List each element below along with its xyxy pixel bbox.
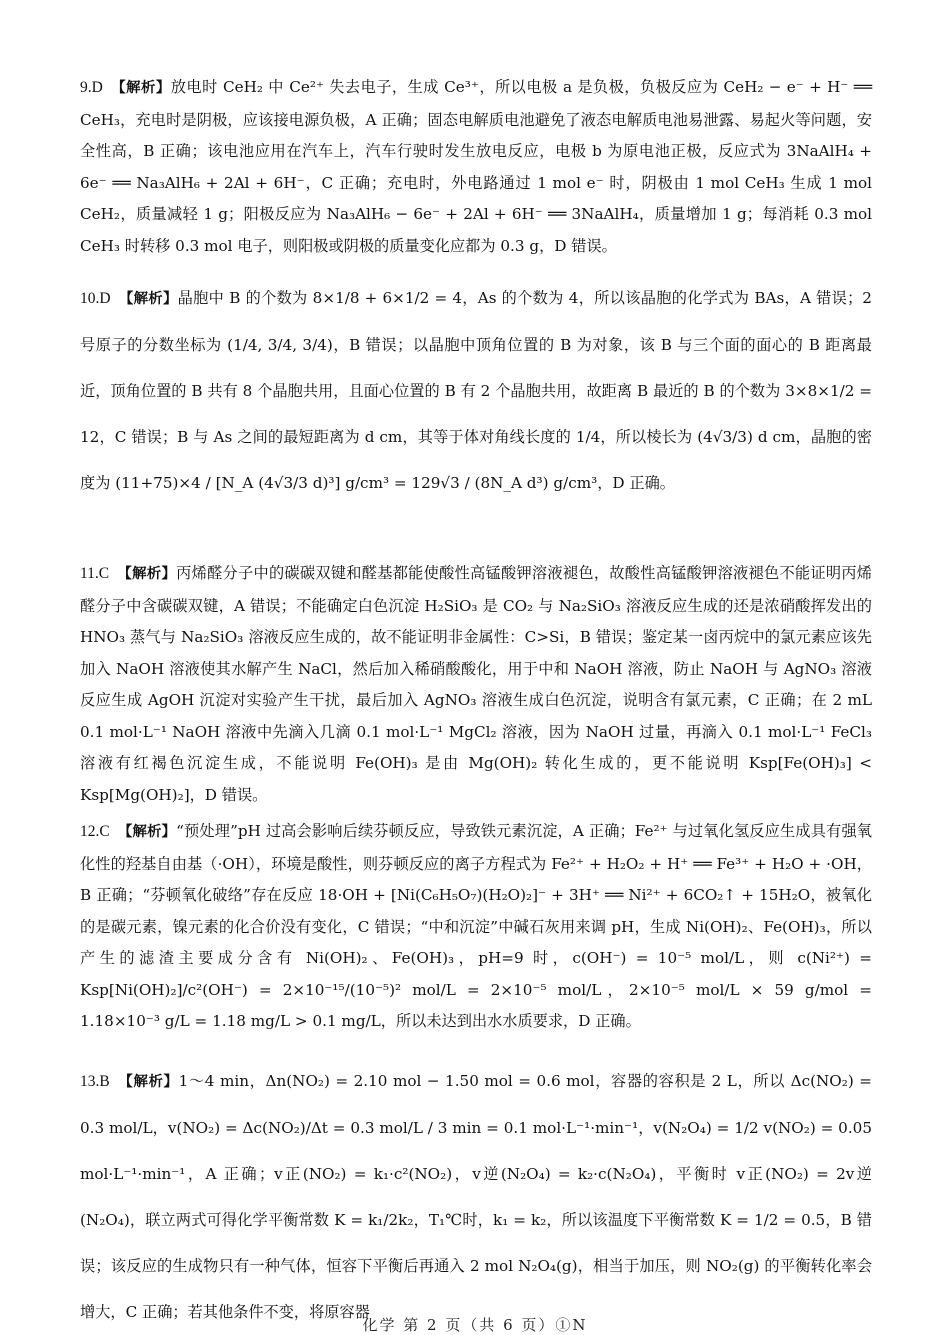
answer-number: 12.C: [80, 823, 110, 840]
analysis-tag: 【解析】: [110, 80, 171, 96]
answer-item-9: [80, 72, 872, 262]
answer-number: 9.D: [80, 79, 103, 96]
answer-item-13: [80, 1058, 872, 1335]
answer-text: 放电时 CeH₂ 中 Ce²⁺ 失去电子，生成 Ce³⁺，所以电极 a 是负极，负极反应为 CeH₂ − e⁻ + H⁻ ══ CeH₃，充电时是阴极，应该接电源负极，A 正确；固态电解质电池避免了液态电解质电池易泄露、易起火等问题，安全性高，B 正确；该电池应用在汽车上，汽车行驶时发生放电反应，电极 b 为原电池正极，反应式为 3NaAlH₄ + 6e⁻ ══ Na₃AlH₆ + 2Al + 6H⁻，C 正确；充电时，外电路通过 1 mol e⁻ 时，阴极由 1 mol CeH₃ 生成 1 mol CeH₂，质量减轻 1 g；阳极反应为 Na₃AlH₆ − 6e⁻ + 2Al + 6H⁻ ══ 3NaAlH₄，质量增加 1 g；每消耗 0.3 mol CeH₃ 时转移 0.3 mol 电子，则阳极或阴极的质量变化应都为 0.3 g，D 错误。: [80, 78, 872, 255]
answer-text: “预处理”pH 过高会影响后续芬顿反应，导致铁元素沉淀，A 正确；Fe²⁺ 与过氧化氢反应生成具有强氧化性的羟基自由基（·OH），环境是酸性，则芬顿反应的离子方程式为 Fe²⁺ + H₂O₂ + H⁺ ══ Fe³⁺ + H₂O + ·OH，B 正确；“芬顿氧化破络”存在反应 18·OH + [Ni(C₆H₅O₇)(H₂O)₂]⁻ + 3H⁺ ══ Ni²⁺ + 6CO₂↑ + 15H₂O，被氧化的是碳元素，镍元素的化合价没有变化，C 错误；“中和沉淀”中碱石灰用来调 pH，生成 Ni(OH)₂、Fe(OH)₃，所以产生的滤渣主要成分含有 Ni(OH)₂、Fe(OH)₃，pH=9 时，c(OH⁻) = 10⁻⁵ mol/L，则 c(Ni²⁺) = Ksp[Ni(OH)₂]/c²(OH⁻) = 2×10⁻¹⁵/(10⁻⁵)² mol/L = 2×10⁻⁵ mol/L，2×10⁻⁵ mol/L × 59 g/mol = 1.18×10⁻³ g/L = 1.18 mg/L > 0.1 mg/L，所以未达到出水水质要求，D 正确。: [80, 822, 872, 1030]
answer-item-10: [80, 275, 872, 506]
answer-number: 13.B: [80, 1073, 110, 1090]
answer-number: 11.C: [80, 565, 110, 582]
footer-text: 化学 第 2 页（共 6 页）①N: [362, 1316, 588, 1334]
answer-number: 10.D: [80, 290, 111, 307]
analysis-tag: 【解析】: [117, 824, 177, 840]
answer-item-11: [80, 558, 872, 811]
analysis-tag: 【解析】: [117, 566, 177, 582]
answer-item-12: [80, 816, 872, 1038]
answer-text: 1～4 min，Δn(NO₂) = 2.10 mol − 1.50 mol = 0.6 mol，容器的容积是 2 L，所以 Δc(NO₂) = 0.3 mol/L，v(NO₂) = Δc(NO₂)/Δt = 0.3 mol/L / 3 min = 0.1 mol·L⁻¹·min⁻¹，v(N₂O₄) = 1/2 v(NO₂) = 0.05 mol·L⁻¹·min⁻¹，A 正确；v正(NO₂) = k₁·c²(NO₂)，v逆(N₂O₄) = k₂·c(N₂O₄)，平衡时 v正(NO₂) = 2v逆(N₂O₄)，联立两式可得化学平衡常数 K = k₁/2k₂，T₁℃时，k₁ = k₂，所以该温度下平衡常数 K = 1/2 = 0.5，B 错误；该反应的生成物只有一种气体，恒容下平衡后再通入 2 mol N₂O₄(g)，相当于加压，则 NO₂(g) 的平衡转化率会增大，C 正确；若其他条件不变，将原容器: [80, 1072, 872, 1321]
analysis-tag: 【解析】: [117, 1074, 179, 1090]
answer-text: 晶胞中 B 的个数为 8×1/8 + 6×1/2 = 4，As 的个数为 4，所以该晶胞的化学式为 BAs，A 错误；2 号原子的分数坐标为 (1/4, 3/4, 3/4)，B 错误；以晶胞中顶角位置的 B 为对象，该 B 与三个面的面心的 B 距离最近，顶角位置的 B 共有 8 个晶胞共用，且面心位置的 B 有 2 个晶胞共用，故距离 B 最近的 B 的个数为 3×8×1/2 = 12，C 错误；B 与 As 之间的最短距离为 d cm，其等于体对角线长度的 1/4，所以棱长为 (4√3/3) d cm，晶胞的密度为 (11+75)×4 / [N_A (4√3/3 d)³] g/cm³ = 129√3 / (8N_A d³) g/cm³，D 正确。: [80, 289, 873, 492]
answer-text: 丙烯醛分子中的碳碳双键和醛基都能使酸性高锰酸钾溶液褪色，故酸性高锰酸钾溶液褪色不能证明丙烯醛分子中含碳碳双键，A 错误；不能确定白色沉淀 H₂SiO₃ 是 CO₂ 与 Na₂SiO₃ 溶液反应生成的还是浓硝酸挥发出的 HNO₃ 蒸气与 Na₂SiO₃ 溶液反应生成的，故不能证明非金属性：C>Si，B 错误；鉴定某一卤丙烷中的氯元素应该先加入 NaOH 溶液使其水解产生 NaCl，然后加入稀硝酸酸化，用于中和 NaOH 溶液，防止 NaOH 与 AgNO₃ 溶液反应生成 AgOH 沉淀对实验产生干扰，最后加入 AgNO₃ 溶液生成白色沉淀，说明含有氯元素，C 正确；在 2 mL 0.1 mol·L⁻¹ NaOH 溶液中先滴入几滴 0.1 mol·L⁻¹ MgCl₂ 溶液，因为 NaOH 过量，再滴入 0.1 mol·L⁻¹ FeCl₃ 溶液有红褐色沉淀生成，不能说明 Fe(OH)₃ 是由 Mg(OH)₂ 转化生成的，更不能说明 Ksp[Fe(OH)₃] < Ksp[Mg(OH)₂]，D 错误。: [80, 564, 872, 804]
page-footer: [0, 1306, 950, 1334]
analysis-tag: 【解析】: [118, 291, 178, 307]
